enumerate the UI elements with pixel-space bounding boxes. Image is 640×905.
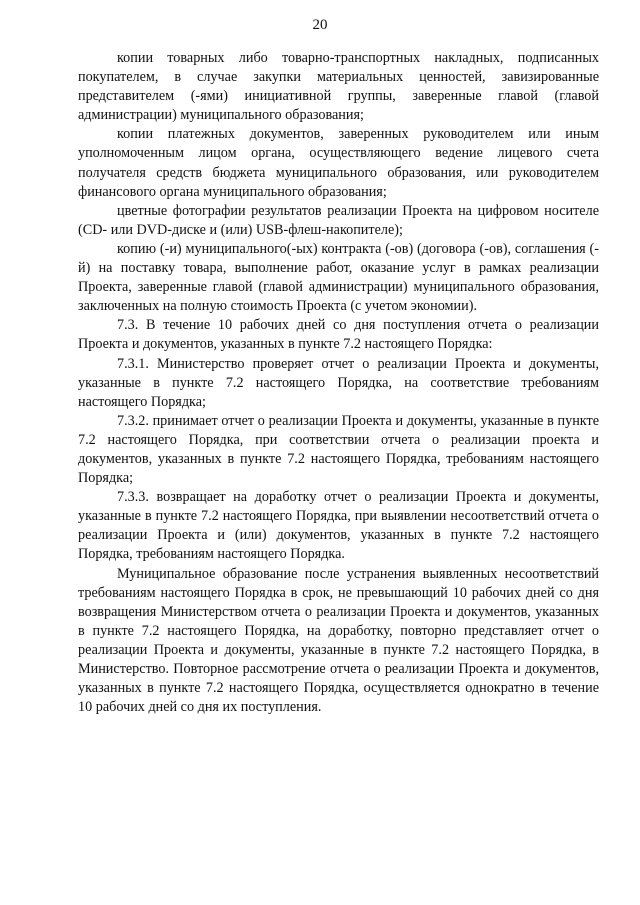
paragraph-7-3: 7.3. В течение 10 рабочих дней со дня поступления отчета о реализации Проекта и документов, указанных в пункте 7.2 настоящего Порядка:	[78, 317, 599, 353]
page-number: 20	[312, 17, 328, 33]
paragraph-invoices: копии товарных либо товарно-транспортных накладных, подписанных покупателем, в случае закупки материальных ценностей, завизированные представителем (-ями) инициативной группы, заверенные главой (главой администрации) муниципального образования;	[78, 50, 599, 124]
paragraph-resubmission: Муниципальное образование после устранения выявленных несоответствий требованиям настоящего Порядка в срок, не превышающий 10 рабочих дней со дня возвращения Министерством отчета о реализации Проекта и документов, указанных в пункте 7.2 настоящего Порядка, на доработку, повторно представляет отчет о реализации Проекта и документы, указанные в пункте 7.2 настоящего Порядка, в Министерство. Повторное рассмотрение отчета о реализации Проекта и документов, указанных в пункте 7.2 настоящего Порядка, осуществляется однократно в течение 10 рабочих дней со дня их поступления.	[78, 565, 599, 716]
paragraph-payment-documents: копии платежных документов, заверенных руководителем или иным уполномоченным лицом органа, осуществляющего ведение лицевого счета получателя средств бюджета муниципального образования, или руководителем финансового органа муниципального образования;	[78, 126, 599, 200]
paragraph-color-photos: цветные фотографии результатов реализации Проекта на цифровом носителе (CD- или DVD-диске и (или) USB-флеш-накопителе);	[78, 202, 599, 238]
paragraph-7-3-1: 7.3.1. Министерство проверяет отчет о реализации Проекта и документы, указанные в пункте 7.2 настоящего Порядка, на соответствие требованиям настоящего Порядка;	[78, 355, 599, 410]
paragraph-7-3-3: 7.3.3. возвращает на доработку отчет о реализации Проекта и документы, указанные в пункте 7.2 настоящего Порядка, при выявлении несоответствий отчета о реализации Проекта и (или) документов, указанных в пункте 7.2 настоящего Порядка, требованиям настоящего Порядка.	[78, 489, 599, 563]
document-body	[78, 49, 599, 717]
paragraph-7-3-2: 7.3.2. принимает отчет о реализации Проекта и документы, указанные в пункте 7.2 настоящего Порядка, при соответствии отчета о реализации проекта и документов, указанных в пункте 7.2 настоящего Порядка, требованиям настоящего Порядка;	[78, 412, 599, 487]
paragraph-contract-copies: копию (-и) муниципального(-ых) контракта (-ов) (договора (-ов), соглашения (-й) на поставку товара, выполнение работ, оказание услуг в рамках реализации Проекта, заверенные главой (главой администрации) муниципального образования, заключенных на полную стоимость Проекта (с учетом экономии).	[78, 240, 599, 315]
